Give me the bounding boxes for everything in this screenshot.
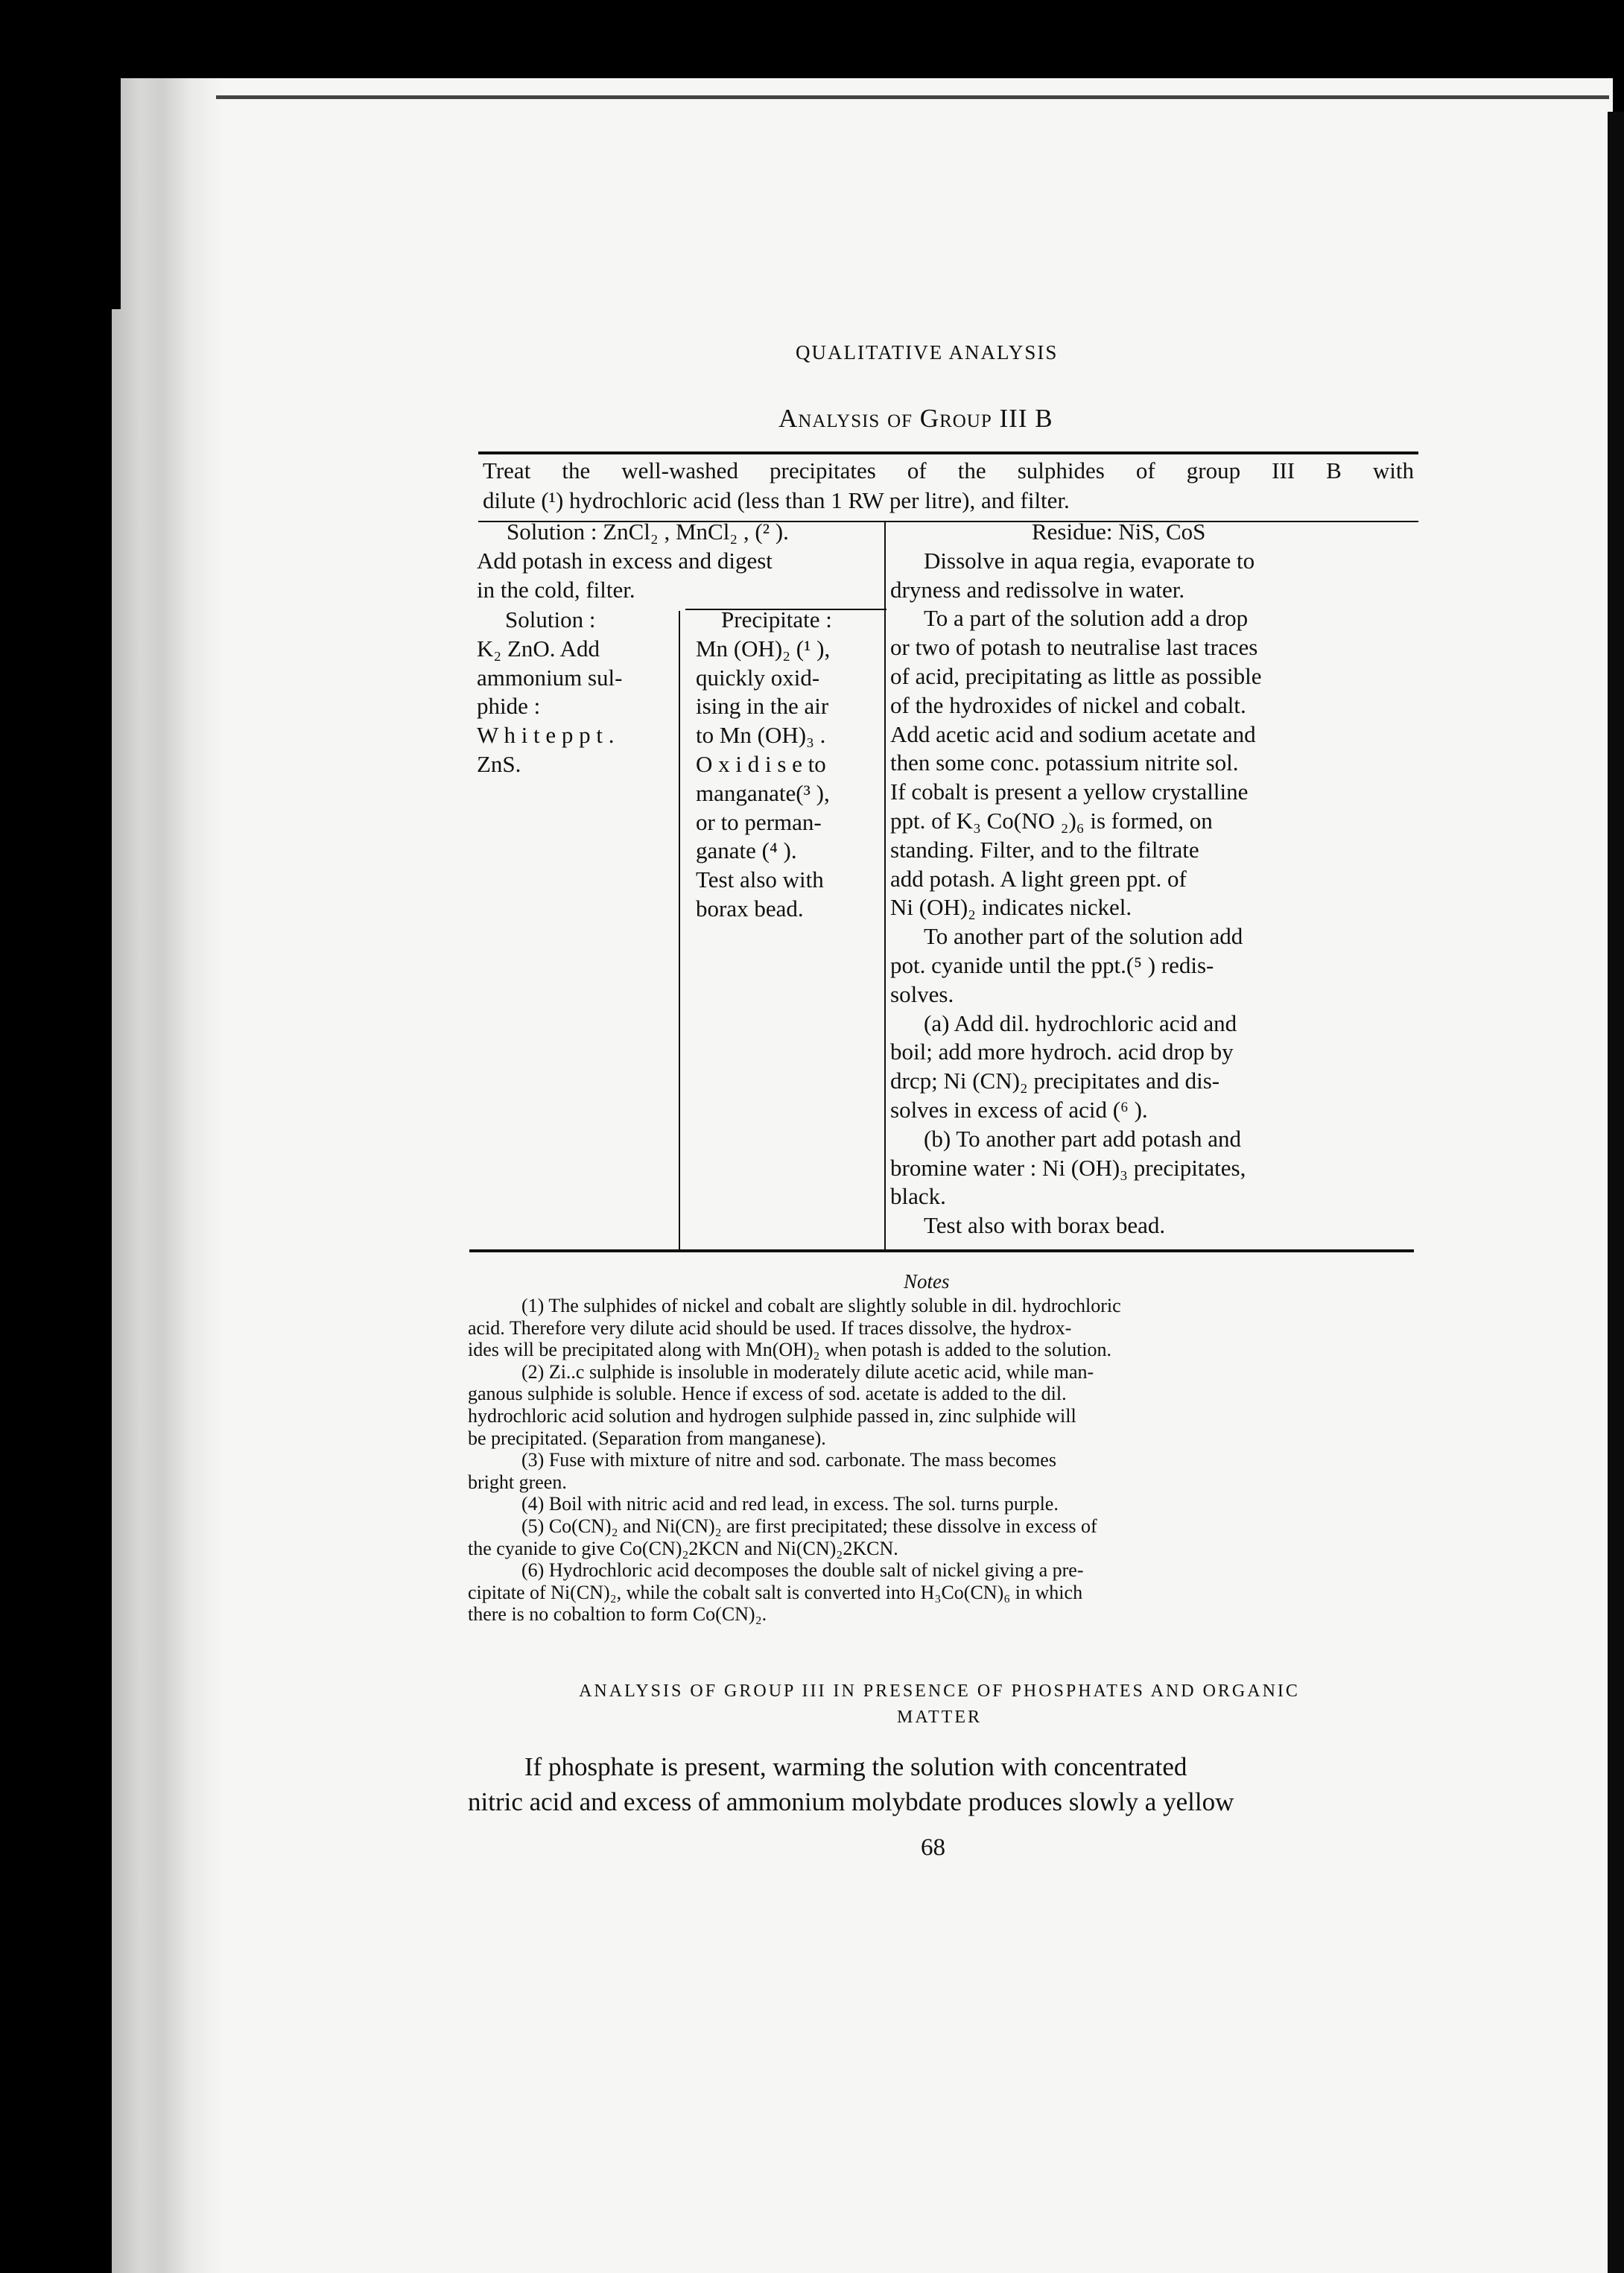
sub-solution-line: phide :	[477, 693, 541, 720]
solution-line: in the cold, filter.	[477, 576, 635, 603]
precipitate-line: Test also with	[696, 866, 824, 893]
top-page-edge	[216, 95, 1609, 99]
sub-solution-line: W h i t e p p t .	[477, 722, 615, 749]
residue-line: or two of potash to neutralise last traces	[890, 634, 1258, 661]
note-line: (4) Boil with nitric acid and red lead, in excess. The sol. turns purple.	[521, 1493, 1059, 1515]
note-line: the cyanide to give Co(CN)₂2KCN and Ni(CN)₂2KCN.	[468, 1537, 898, 1559]
precipitate-line: or to perman-	[696, 808, 822, 835]
section-heading	[468, 1678, 1411, 1731]
note-line: hydrochloric acid solution and hydrogen sulphide passed in, zinc sulphide will	[468, 1404, 1076, 1427]
residue-cell	[890, 518, 1415, 1240]
residue-line: ppt. of K₃ Co(NO ₂)₆ is formed, on	[890, 807, 1213, 834]
residue-line: boil; add more hydroch. acid drop by	[890, 1039, 1234, 1065]
body-paragraph	[468, 1749, 1411, 1819]
note-line: (6) Hydrochloric acid decomposes the double salt of nickel giving a pre-	[521, 1559, 1084, 1582]
precipitate-line: to Mn (OH)₃ .	[696, 722, 826, 749]
residue-line: pot. cyanide until the ppt.(⁵ ) redis-	[890, 951, 1214, 978]
body-line: If phosphate is present, warming the solution with concentrated	[524, 1752, 1187, 1781]
note-line: ganous sulphide is soluble. Hence if excess of sod. acetate is added to the dil.	[468, 1383, 1067, 1405]
left-page-edge	[112, 78, 121, 309]
precipitate-line: ganate (⁴ ).	[696, 837, 797, 864]
residue-line: Dissolve in aqua regia, evaporate to	[924, 547, 1255, 574]
note-line: ides will be precipitated along with Mn(OH)₂ when potash is added to the solution.	[468, 1339, 1112, 1361]
note-line: there is no cobaltion to form Co(CN)₂.	[468, 1603, 767, 1626]
residue-line: Test also with borax bead.	[924, 1212, 1166, 1239]
residue-line: If cobalt is present a yellow crystalline	[890, 779, 1249, 805]
residue-line: of the hydroxides of nickel and cobalt.	[890, 691, 1246, 718]
residue-line: drcp; Ni (CN)₂ precipitates and dis-	[890, 1068, 1220, 1094]
sub-solution-cell	[477, 606, 676, 779]
notes-block	[468, 1295, 1411, 1626]
table-top-rule	[478, 451, 1418, 454]
residue-line: Ni (OH)₂ indicates nickel.	[890, 894, 1132, 921]
intro-line: Treat the well-washed precipitates of the sulphides of group III B with	[483, 457, 1414, 484]
precipitate-cell	[696, 606, 884, 924]
precipitate-line: borax bead.	[696, 895, 804, 922]
notes-label: Notes	[904, 1270, 950, 1293]
note-line: bright green.	[468, 1471, 567, 1493]
residue-line: dryness and redissolve in water.	[890, 576, 1185, 603]
note-line: (2) Zi..c sulphide is insoluble in moderately dilute acetic acid, while man-	[521, 1360, 1094, 1383]
precipitate-heading: Precipitate :	[721, 606, 832, 633]
precipitate-line: ising in the air	[696, 693, 829, 720]
solution-heading: Solution : ZnCl₂ , MnCl₂ , (² ).	[507, 519, 789, 545]
precipitate-line: quickly oxid-	[696, 664, 820, 691]
residue-line: solves in excess of acid (⁶ ).	[890, 1096, 1148, 1123]
sub-solution-line: ammonium sul-	[477, 664, 623, 691]
residue-heading: Residue: NiS, CoS	[1032, 519, 1206, 545]
residue-line: add potash. A light green ppt. of	[890, 865, 1187, 892]
note-line: be precipitated. (Separation from manganese).	[468, 1427, 826, 1449]
main-column-divider	[884, 522, 886, 1251]
residue-line: (b) To another part add potash and	[924, 1125, 1241, 1152]
right-page-edge	[1608, 112, 1624, 2273]
page-heading: Analysis of Group III B	[778, 404, 1053, 433]
sub-solution-line: K₂ ZnO. Add	[477, 635, 600, 662]
note-line: (3) Fuse with mixture of nitre and sod. carbonate. The mass becomes	[521, 1449, 1056, 1471]
note-line: (1) The sulphides of nickel and cobalt are slightly soluble in dil. hydrochloric	[521, 1295, 1121, 1316]
precipitate-line: Mn (OH)₂ (¹ ),	[696, 635, 831, 662]
residue-line: of acid, precipitating as little as possible	[890, 662, 1262, 689]
residue-line: (a) Add dil. hydrochloric acid and	[924, 1009, 1237, 1036]
residue-line: black.	[890, 1183, 946, 1210]
note-line: cipitate of Ni(CN)₂, while the cobalt salt is converted into H₃Co(CN)₆ in which	[468, 1581, 1083, 1603]
solution-cell	[477, 518, 881, 604]
section-heading-line: ANALYSIS OF GROUP III IN PRESENCE OF PHOSPHATES AND ORGANIC	[579, 1681, 1300, 1701]
residue-line: bromine water : Ni (OH)₃ precipitates,	[890, 1154, 1246, 1181]
precipitate-line: manganate(³ ),	[696, 779, 830, 806]
page-number: 68	[921, 1834, 945, 1861]
running-title: QUALITATIVE ANALYSIS	[796, 341, 1059, 364]
sub-column-divider	[679, 611, 680, 1251]
table-intro	[483, 456, 1414, 516]
residue-line: Add acetic acid and sodium acetate and	[890, 720, 1256, 747]
residue-line: solves.	[890, 980, 954, 1007]
intro-line: dilute (¹) hydrochloric acid (less than 1 RW per litre), and filter.	[483, 487, 1070, 513]
residue-line: then some conc. potassium nitrite sol.	[890, 749, 1239, 776]
residue-line: To another part of the solution add	[924, 923, 1243, 950]
book-spine-shadow	[112, 78, 223, 2273]
residue-line: To a part of the solution add a drop	[924, 605, 1249, 632]
precipitate-line: O x i d i s e to	[696, 750, 826, 777]
solution-line: Add potash in excess and digest	[477, 547, 773, 574]
note-line: (5) Co(CN)₂ and Ni(CN)₂ are first precipitated; these dissolve in excess of	[521, 1515, 1097, 1537]
body-line: nitric acid and excess of ammonium molybdate produces slowly a yellow	[468, 1787, 1234, 1816]
table-bottom-rule	[469, 1249, 1414, 1252]
sub-solution-heading: Solution :	[505, 606, 596, 633]
sub-solution-line: ZnS.	[477, 750, 521, 777]
residue-line: standing. Filter, and to the filtrate	[890, 836, 1199, 863]
section-heading-line: MATTER	[897, 1708, 982, 1727]
note-line: acid. Therefore very dilute acid should be used. If traces dissolve, the hydrox-	[468, 1316, 1072, 1339]
